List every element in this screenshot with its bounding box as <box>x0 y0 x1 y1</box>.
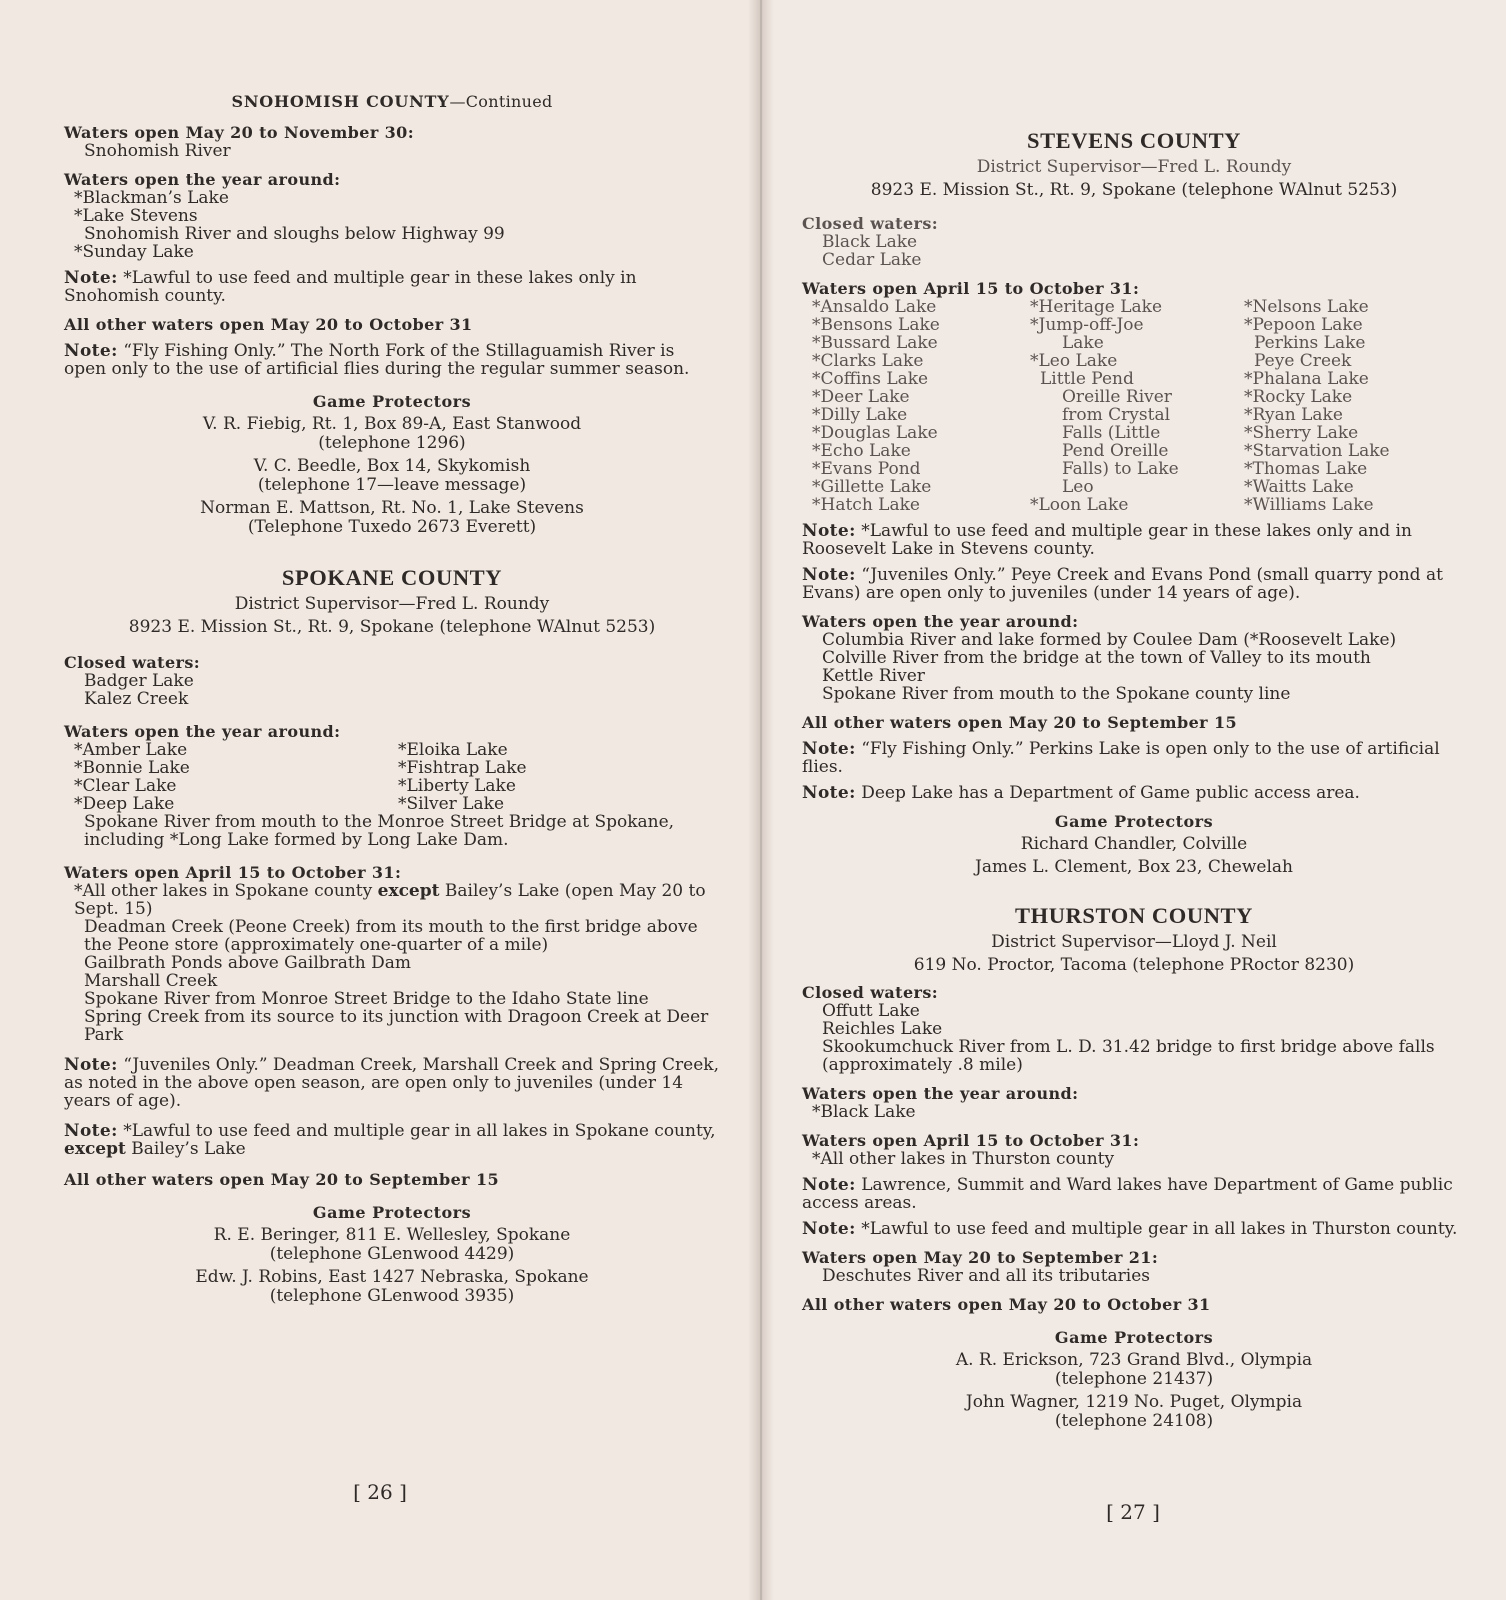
game-protector: James L. Clement, Box 23, Chewelah <box>975 857 1293 877</box>
page-number: [ 26 ] <box>353 1480 407 1504</box>
section-heading: Waters open May 20 to September 21: <box>802 1248 1159 1267</box>
lake-column <box>64 741 398 813</box>
lake-name: from Crystal <box>1062 405 1171 425</box>
lake-name: Peye Creek <box>1254 351 1352 371</box>
lake-name: *Jump-off-Joe <box>1030 315 1144 335</box>
section-heading: Waters open the year around: <box>64 170 341 189</box>
lake-name: Oreille River <box>1062 387 1172 407</box>
game-protector: A. R. Erickson, 723 Grand Blvd., Olympia (telephone 21437) <box>955 1350 1313 1389</box>
lake-name: *Thomas Lake <box>1244 459 1368 479</box>
lake-name: *Ryan Lake <box>1244 405 1343 425</box>
water-item: Black Lake <box>822 232 918 252</box>
lake-name: *Deep Lake <box>74 794 175 814</box>
lake-name: *Heritage Lake <box>1030 297 1163 317</box>
lake-name: *Echo Lake <box>812 441 911 461</box>
section-heading: Waters open the year around: <box>802 612 1079 631</box>
water-item: Snohomish River and sloughs below Highway 99 <box>84 224 505 244</box>
lake-name: *Ansaldo Lake <box>812 297 937 317</box>
supervisor-address: 8923 E. Mission St., Rt. 9, Spokane (telephone WAlnut 5253) <box>870 180 1398 200</box>
note: Note: Deep Lake has a Department of Game public access area. <box>802 783 1360 803</box>
water-item: Gailbrath Ponds above Gailbrath Dam <box>84 953 411 973</box>
district-supervisor: District Supervisor—Lloyd J. Neil <box>991 932 1277 952</box>
section-heading: Waters open April 15 to October 31: <box>802 1131 1140 1150</box>
section-heading: Waters open the year around: <box>64 722 341 741</box>
lake-columns <box>64 741 720 813</box>
lake-name: *Pepoon Lake <box>1244 315 1363 335</box>
section-heading: All other waters open May 20 to September 15 <box>64 1170 500 1189</box>
water-item: Spokane River from Monroe Street Bridge to the Idaho State line <box>84 989 649 1009</box>
lake-name: *Douglas Lake <box>812 423 938 443</box>
section-heading: Waters open April 15 to October 31: <box>802 279 1140 298</box>
lake-name: *Eloika Lake <box>398 740 508 760</box>
water-item: *Sunday Lake <box>74 242 194 262</box>
game-protector: John Wagner, 1219 No. Puget, Olympia (telephone 24108) <box>965 1392 1303 1431</box>
note: Note: “Fly Fishing Only.” Perkins Lake is open only to the use of artificial flies. <box>802 739 1440 777</box>
lake-name: *Amber Lake <box>74 740 188 760</box>
game-protector: Richard Chandler, Colville <box>1020 834 1248 854</box>
section-heading: Waters open the year around: <box>802 1084 1079 1103</box>
lake-name: *Rocky Lake <box>1244 387 1353 407</box>
snohomish-title: SNOHOMISH COUNTY <box>231 92 450 111</box>
note: Note: “Juveniles Only.” Deadman Creek, Marshall Creek and Spring Creek, as noted in the above open season, are open only to juveniles (under 14 years of age). <box>64 1055 719 1111</box>
lake-column-1 <box>802 298 1030 514</box>
water-item: Skookumchuck River from L. D. 31.42 bridge to first bridge above falls (approximately .8 mile) <box>822 1037 1435 1075</box>
section-heading: All other waters open May 20 to September 15 <box>802 713 1238 732</box>
note: Note: Lawrence, Summit and Ward lakes have Department of Game public access areas. <box>802 1175 1453 1213</box>
game-protector: Edw. J. Robins, East 1427 Nebraska, Spokane (telephone GLenwood 3935) <box>195 1267 589 1306</box>
water-item: Badger Lake <box>84 671 194 691</box>
lake-name: *Waitts Lake <box>1244 477 1354 497</box>
section-heading: Closed waters: <box>802 983 939 1002</box>
lake-name: *Loon Lake <box>1030 495 1129 515</box>
lake-name: *Leo Lake <box>1030 351 1118 371</box>
water-item: Spokane River from mouth to the Spokane county line <box>822 684 1291 704</box>
lake-name: *Clear Lake <box>74 776 177 796</box>
lake-name: *Bensons Lake <box>812 315 940 335</box>
continued-label: —Continued <box>449 92 553 111</box>
water-item: Cedar Lake <box>822 250 922 270</box>
note: Note: *Lawful to use feed and multiple gear in these lakes only and in Roosevelt Lake in Stevens county. <box>802 521 1412 559</box>
water-item: Reichles Lake <box>822 1019 943 1039</box>
page-number: [ 27 ] <box>1106 1500 1160 1524</box>
spokane-county-title: SPOKANE COUNTY <box>281 565 503 590</box>
lake-name: *Liberty Lake <box>398 776 516 796</box>
lake-name: Falls) to Lake <box>1062 459 1179 479</box>
note: Note: “Juveniles Only.” Peye Creek and Evans Pond (small quarry pond at Evans) are open only to juveniles (under 14 years of age). <box>802 565 1443 603</box>
game-protector: Norman E. Mattson, Rt. No. 1, Lake Stevens (Telephone Tuxedo 2673 Everett) <box>200 498 584 537</box>
water-item: *All other lakes in Spokane county except Bailey’s Lake (open May 20 to Sept. 15) <box>74 881 706 919</box>
section-heading: Closed waters: <box>64 653 201 672</box>
district-supervisor: District Supervisor—Fred L. Roundy <box>234 594 550 614</box>
note: Note: *Lawful to use feed and multiple gear in all lakes in Spokane county, except Bailey’s Lake <box>64 1121 716 1159</box>
section-heading: All other waters open May 20 to October 31 <box>802 1295 1211 1314</box>
lake-name: *Starvation Lake <box>1244 441 1390 461</box>
game-protectors-heading: Game Protectors <box>312 392 472 411</box>
game-protectors-heading: Game Protectors <box>312 1203 472 1222</box>
lake-name: *Nelsons Lake <box>1244 297 1369 317</box>
lake-name: Pend Oreille <box>1062 441 1169 461</box>
lake-name: *Bussard Lake <box>812 333 938 353</box>
note: Note: “Fly Fishing Only.” The North Fork of the Stillaguamish River is open only to the use of artificial flies during the regular summer season. <box>64 341 690 379</box>
water-item: Deadman Creek (Peone Creek) from its mouth to the first bridge above the Peone store (approximately one-quarter of a mile) <box>84 917 698 955</box>
game-protector: V. R. Fiebig, Rt. 1, Box 89-A, East Stanwood (telephone 1296) <box>202 414 582 453</box>
lake-name: *Gillette Lake <box>812 477 932 497</box>
lake-name: *Clarks Lake <box>812 351 924 371</box>
lake-name: *Fishtrap Lake <box>398 758 527 778</box>
lake-columns <box>802 298 1466 514</box>
lake-column <box>398 741 527 813</box>
water-item: Spokane River from mouth to the Monroe Street Bridge at Spokane, including *Long Lake formed by Long Lake Dam. <box>84 812 675 850</box>
water-item: Kettle River <box>822 666 925 686</box>
lake-name: Lake <box>1062 333 1104 353</box>
water-item: Spring Creek from its source to its junction with Dragoon Creek at Deer Park <box>84 1007 709 1045</box>
water-item: *Black Lake <box>812 1102 916 1122</box>
water-item: Marshall Creek <box>84 971 218 991</box>
section-heading: Closed waters: <box>802 214 939 233</box>
water-item: Snohomish River <box>84 141 231 161</box>
game-protectors-heading: Game Protectors <box>1054 812 1214 831</box>
thurston-county-title: THURSTON COUNTY <box>1015 903 1253 928</box>
snohomish-header <box>64 92 720 111</box>
section-heading: Waters open April 15 to October 31: <box>64 863 402 882</box>
note: Note: *Lawful to use feed and multiple gear in all lakes in Thurston county. <box>802 1219 1458 1239</box>
supervisor-address: 8923 E. Mission St., Rt. 9, Spokane (telephone WAlnut 5253) <box>128 617 656 637</box>
lake-name: *Bonnie Lake <box>74 758 190 778</box>
water-item: *Blackman’s Lake <box>74 188 229 208</box>
lake-name: Little Pend <box>1040 369 1134 389</box>
game-protectors-heading: Game Protectors <box>1054 1328 1214 1347</box>
water-item: Colville River from the bridge at the town of Valley to its mouth <box>822 648 1371 668</box>
lake-name: *Evans Pond <box>812 459 921 479</box>
game-protector: R. E. Beringer, 811 E. Wellesley, Spokane (telephone GLenwood 4429) <box>213 1225 571 1264</box>
lake-name: *Dilly Lake <box>812 405 908 425</box>
lake-name: *Williams Lake <box>1244 495 1374 515</box>
water-item: Deschutes River and all its tributaries <box>822 1266 1151 1286</box>
lake-name: *Phalana Lake <box>1244 369 1369 389</box>
section-heading: All other waters open May 20 to October 31 <box>64 315 473 334</box>
game-protector: V. C. Beedle, Box 14, Skykomish (telephone 17—leave message) <box>253 456 531 495</box>
lake-name: *Deer Lake <box>812 387 910 407</box>
district-supervisor: District Supervisor—Fred L. Roundy <box>976 157 1292 177</box>
lake-column-3 <box>1244 298 1390 514</box>
water-item: *Lake Stevens <box>74 206 198 226</box>
supervisor-address: 619 No. Proctor, Tacoma (telephone PRoctor 8230) <box>913 955 1355 975</box>
stevens-county-title: STEVENS COUNTY <box>1026 128 1242 153</box>
lake-name: *Sherry Lake <box>1244 423 1359 443</box>
lake-name: *Coffins Lake <box>812 369 929 389</box>
lake-column-2 <box>1030 298 1244 514</box>
lake-name: Falls (Little <box>1062 423 1161 443</box>
page-right <box>760 0 1506 1600</box>
lake-name: *Silver Lake <box>398 794 505 814</box>
section-heading: Waters open May 20 to November 30: <box>64 123 415 142</box>
water-item: *All other lakes in Thurston county <box>812 1149 1115 1169</box>
lake-name: Leo <box>1062 477 1094 497</box>
water-item: Offutt Lake <box>822 1001 920 1021</box>
lake-name: Perkins Lake <box>1254 333 1366 353</box>
lake-name: *Hatch Lake <box>812 495 920 515</box>
book-gutter <box>748 0 774 1600</box>
water-item: Columbia River and lake formed by Coulee Dam (*Roosevelt Lake) <box>822 630 1397 650</box>
note: Note: *Lawful to use feed and multiple gear in these lakes only in Snohomish county. <box>64 268 637 306</box>
water-item: Kalez Creek <box>84 689 189 709</box>
